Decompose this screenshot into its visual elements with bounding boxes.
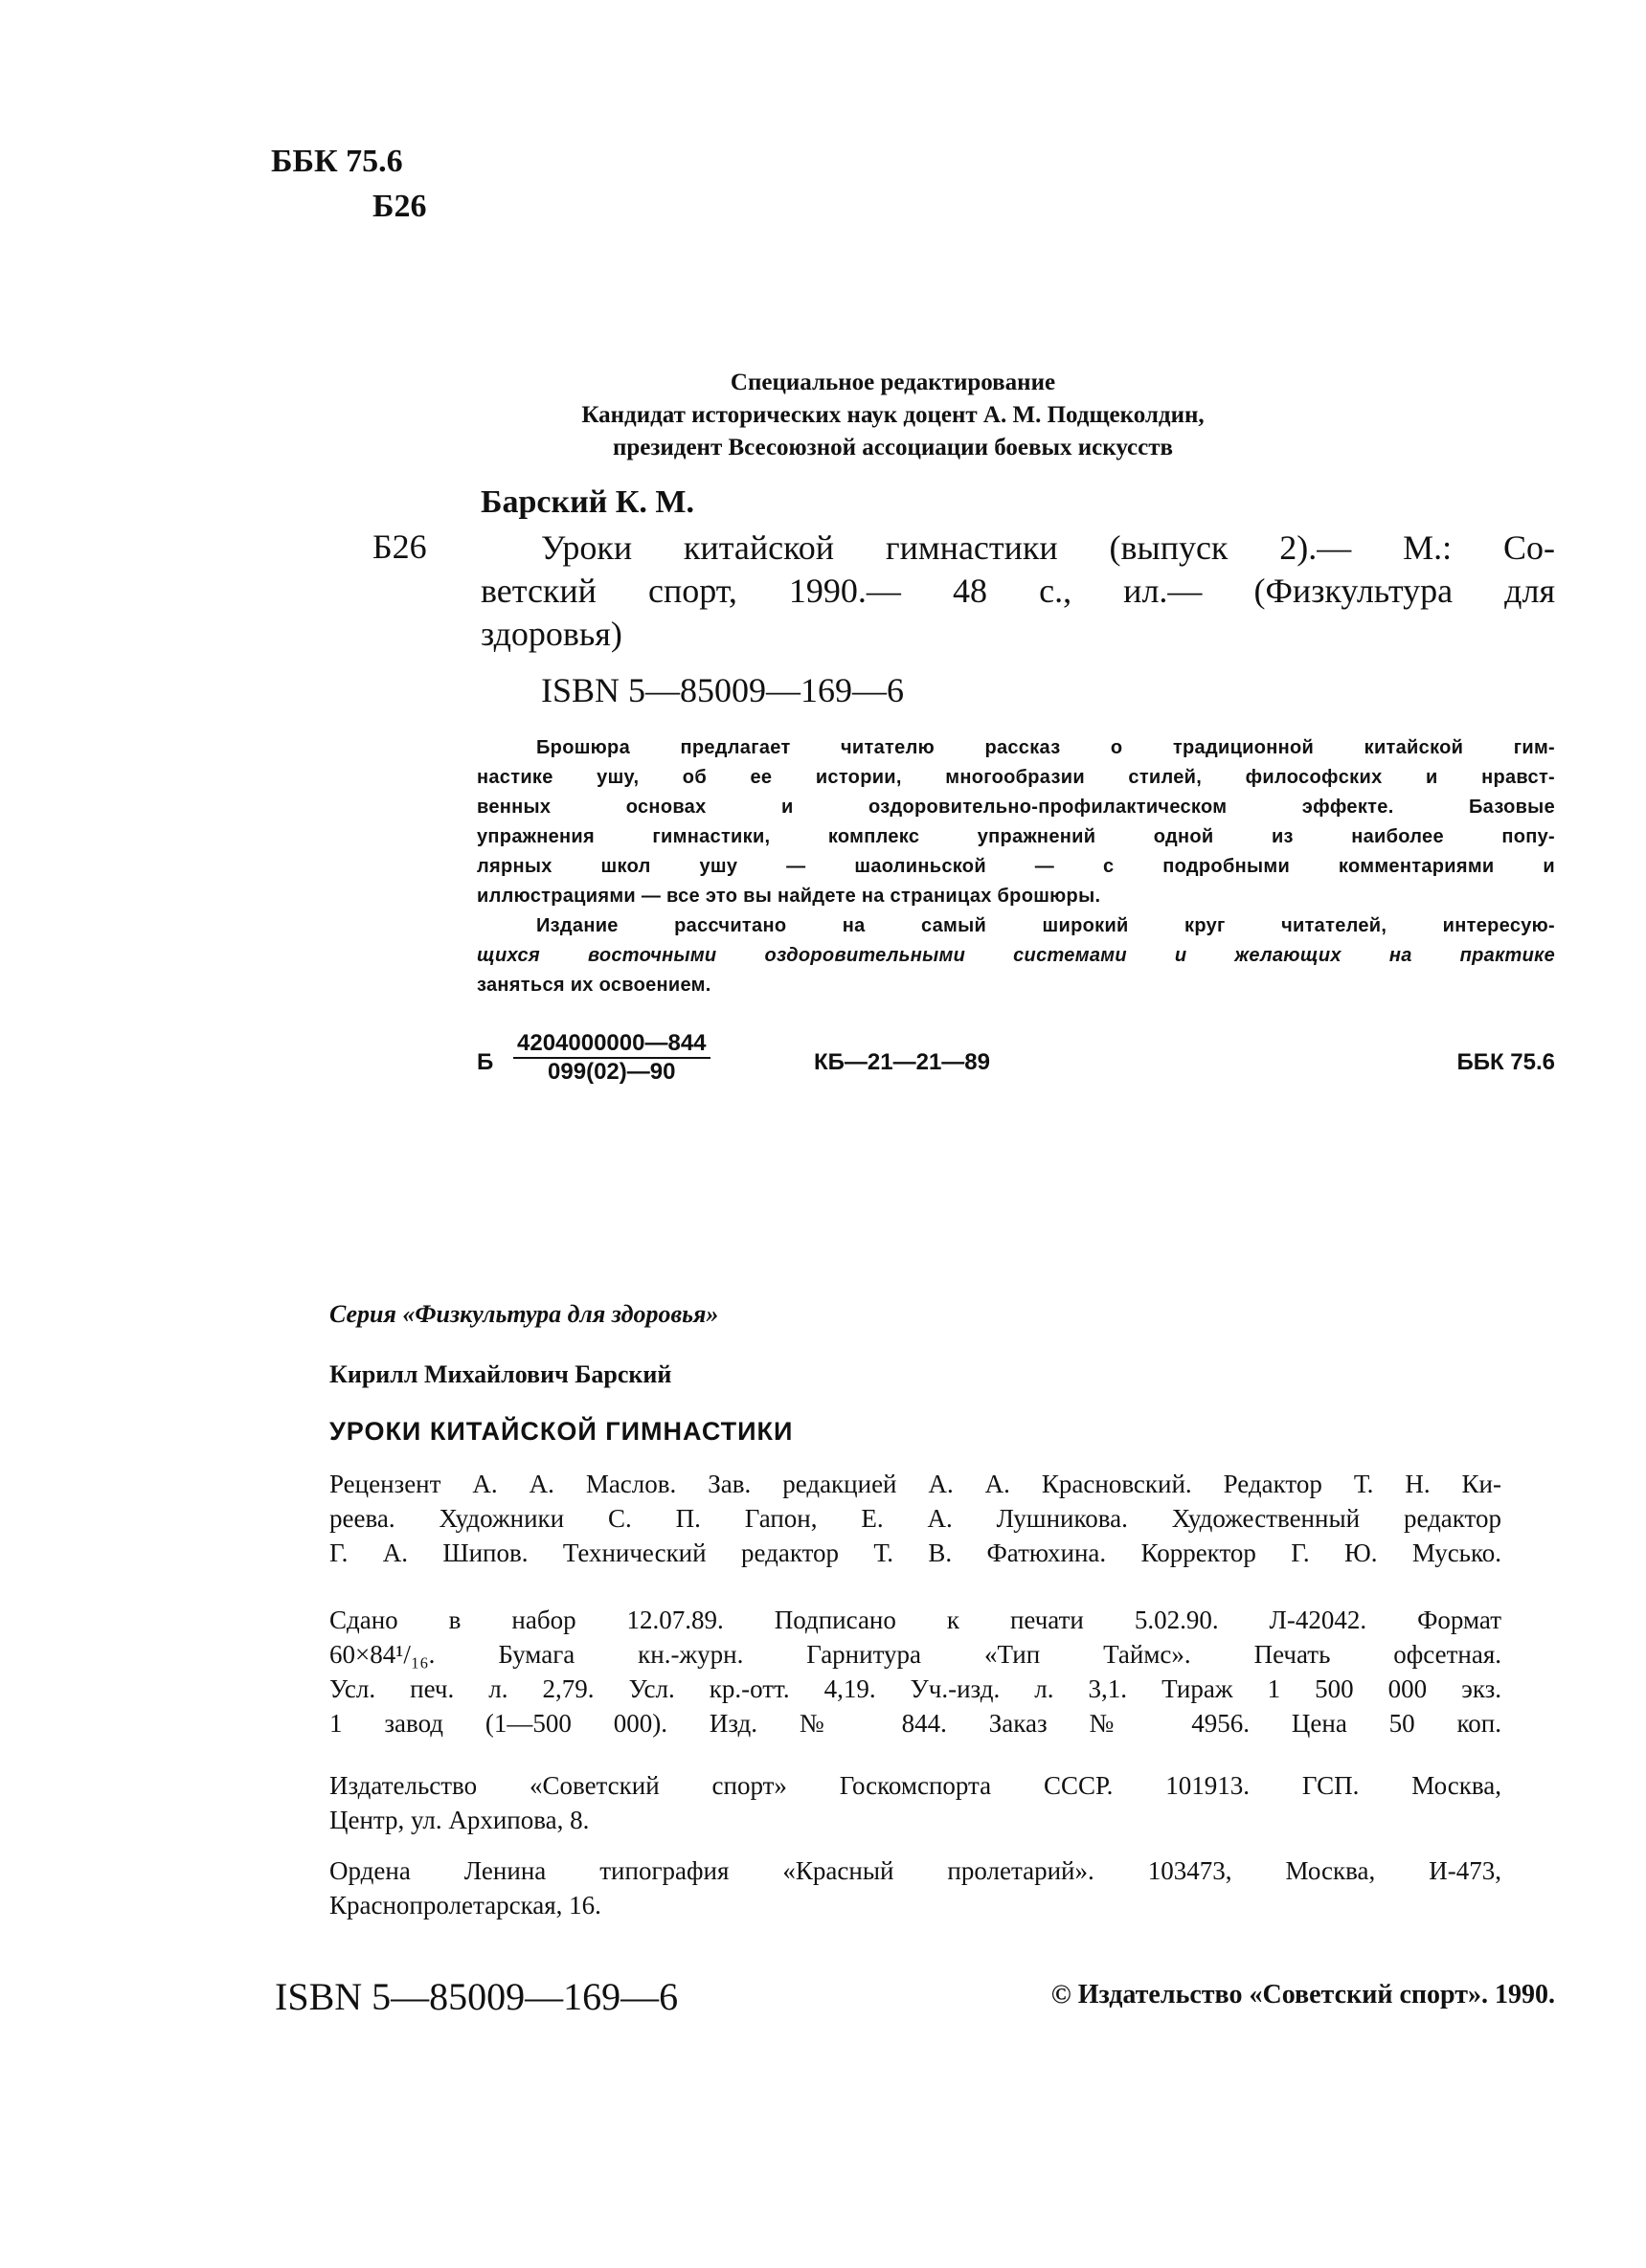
classification-fraction [513,1030,710,1086]
author-heading: Барский К. М. [481,484,694,520]
print-line: 60×84¹/₁₆. Бумага кн.-журн. Гарнитура «Тип Таймс». Печать офсетная. [329,1640,1501,1669]
print-details [329,1603,1501,1740]
fraction-numerator: 4204000000—844 [513,1030,710,1059]
credits-line: Рецензент А. А. Маслов. Зав. редакцией А. А. Красновский. Редактор Т. Н. Ки- [329,1470,1501,1498]
publisher-line: Центр, ул. Архипова, 8. [329,1806,590,1834]
description-line: здоровья) [481,615,622,653]
special-editing-title: Специальное редактирование [730,370,1056,395]
annotation-line: лярных школ ушу — шаолиньской — с подробными комментариями и [477,856,1555,877]
series-name: Серия «Физкультура для здоровья» [329,1300,719,1328]
isbn-entry: ISBN 5—85009—169—6 [541,671,905,709]
special-editing [383,367,1403,464]
print-line: Сдано в набор 12.07.89. Подписано к печати 5.02.90. Л-42042. Формат [329,1606,1501,1634]
annotation [477,733,1555,1000]
annotation-line: Брошюра предлагает читателю рассказ о традиционной китайской гим- [536,737,1555,758]
printer-line: Краснопролетарская, 16. [329,1891,601,1920]
classification-letter: Б [477,1049,494,1075]
kb-code: КБ—21—21—89 [814,1049,990,1075]
bbk-code: ББК 75.6 [271,144,403,179]
description-line: Уроки китайской гимнастики (выпуск 2).— М.: Со- [541,528,1555,567]
printer-line: Ордена Ленина типография «Красный пролетарий». 103473, Москва, И-473, [329,1856,1501,1885]
bibliographic-description [481,527,1555,656]
book-title: УРОКИ КИТАЙСКОЙ ГИМНАСТИКИ [329,1417,794,1446]
annotation-line: заняться их освоением. [477,975,711,996]
special-editing-line: президент Всесоюзной ассоциации боевых искусств [612,435,1174,460]
print-line: 1 завод (1—500 000). Изд. № 844. Заказ № 4956. Цена 50 коп. [329,1709,1501,1738]
annotation-line: настике ушу, об ее истории, многообразии стилей, философских и нравст- [477,767,1555,788]
annotation-line: упражнения гимнастики, комплекс упражнений одной из наиболее попу- [477,826,1555,847]
credits-line: реева. Художники С. П. Гапон, Е. А. Лушникова. Художественный редактор [329,1504,1501,1533]
author-full-name: Кирилл Михайлович Барский [329,1360,672,1388]
special-editing-line: Кандидат исторических наук доцент А. М. Подщеколдин, [581,402,1205,428]
print-line: Усл. печ. л. 2,79. Усл. кр.-отт. 4,19. Уч.-изд. л. 3,1. Тираж 1 500 000 экз. [329,1674,1501,1703]
bbk-code-right: ББК 75.6 [1456,1049,1555,1075]
annotation-line: Издание рассчитано на самый широкий круг читателей, интересую- [536,915,1555,936]
fraction-denominator: 099(02)—90 [548,1059,676,1085]
annotation-line: щихся восточными оздоровительными системами и желающих на практике [477,945,1555,966]
credits-line: Г. А. Шипов. Технический редактор Т. В. Фатюхина. Корректор Г. Ю. Мусько. [329,1538,1501,1567]
annotation-line: иллюстрациями — все это вы найдете на страницах брошюры. [477,886,1101,907]
credits [329,1467,1501,1570]
publisher-info [329,1768,1501,1837]
author-mark: Б26 [372,189,427,224]
copyright: © Издательство «Советский спорт». 1990. [1050,1980,1555,2010]
isbn-bottom: ISBN 5—85009—169—6 [275,1975,679,2018]
printer-info [329,1853,1501,1922]
annotation-line: венных основах и оздоровительно-профилактическом эффекте. Базовые [477,797,1555,818]
publisher-line: Издательство «Советский спорт» Госкомспорта СССР. 101913. ГСП. Москва, [329,1771,1501,1800]
description-line: ветский спорт, 1990.— 48 с., ил.— (Физкультура для [481,572,1555,610]
author-mark-entry: Б26 [372,528,427,566]
